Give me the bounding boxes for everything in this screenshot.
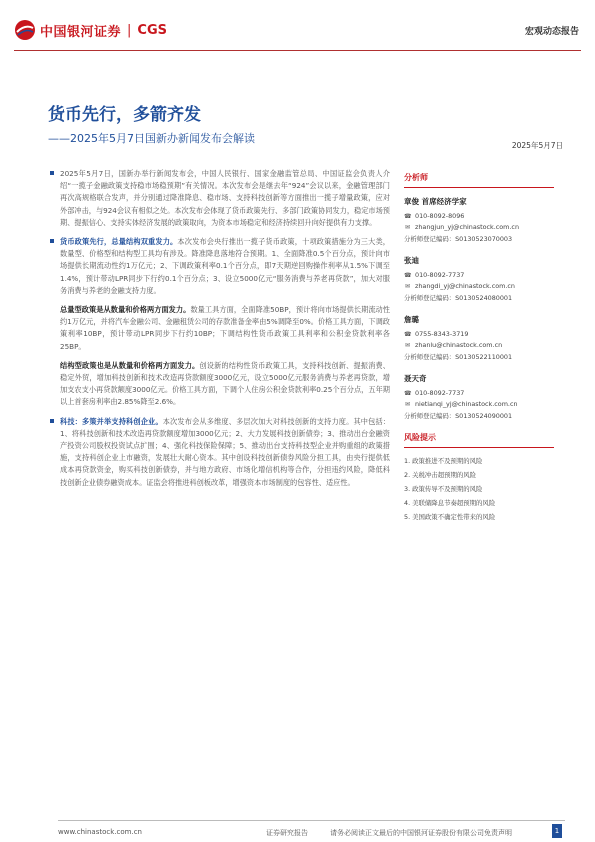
- bullet-icon: [50, 239, 54, 243]
- paragraph-lead: 结构型政策也是从数量和价格两方面发力。: [60, 360, 200, 370]
- analyst-card: [404, 196, 554, 243]
- analyst-reg: 分析师登记编码：S0130524090001: [404, 412, 513, 420]
- risk-section: [404, 432, 554, 521]
- paragraph-structural: [60, 360, 390, 409]
- email-icon: ✉: [404, 223, 411, 231]
- paragraph-aggregate: [60, 304, 390, 353]
- page-header: [0, 0, 595, 56]
- analyst-reg: 分析师登记编码：S0130524080001: [404, 294, 513, 302]
- paragraph-text: 创设新的结构性货币政策工具，支持科技创新、提振消费、稳定外贸，增加科技创新和技术改造再贷款额度3000亿元，设立5000亿元服务消费与养老再贷款，增加支农支小再贷款额度3000亿元。价格工具方面，下调个人住房公积金贷款利率0.25个百分点，五年期以上首套房利率由2.85%降至2.6%。: [60, 360, 390, 407]
- phone-icon: ☎: [404, 271, 412, 279]
- analyst-phone: ☎ 0755-8343-3719: [404, 330, 469, 338]
- report-date: 2025年5月7日: [511, 141, 563, 150]
- risk-item: 4. 美联储降息节奏超预期的风险: [404, 499, 496, 507]
- bullet-icon: [50, 171, 54, 175]
- analyst-name: 聂天奇: [404, 374, 427, 383]
- logo-separator: |: [127, 22, 132, 38]
- analyst-card: [404, 314, 554, 361]
- paragraph-tech: [60, 416, 390, 489]
- analyst-phone: ☎ 010-8092-7737: [404, 271, 465, 279]
- analyst-phone: ☎ 010-8092-8096: [404, 212, 465, 220]
- paragraph-text: 2025年5月7日，国新办举行新闻发布会，中国人民银行、国家金融监管总局、中国证监会负责人介绍“一揽子金融政策支持稳市场稳预期”有关情况。本次发布会是继去年“924”会议以来，金融管理部门再次高规格联合发声，并分别通过降准降息、稳市场、支持科技创新等方面推出一揽子增量政策，应对外部冲击，与924会议有相似之处。本次发布会体现了货币政策先行、多部门政策协同发力，稳定市场预期、提振信心、支持实体经济发展的政策取向，为资本市场稳定和经济持续回升向好提供有力支撑。: [60, 169, 390, 227]
- paragraph-monetary: [60, 236, 390, 297]
- risk-item: 5. 美国政策不确定性带来的风险: [404, 513, 496, 521]
- report-subtitle: ——2025年5月7日国新办新闻发布会解读: [48, 132, 255, 145]
- analyst-card: [404, 255, 554, 302]
- phone-icon: ☎: [404, 389, 412, 397]
- analyst-email[interactable]: ✉ zhangjun_yj@chinastock.com.cn: [404, 223, 519, 231]
- analyst-header: 分析师: [404, 172, 554, 188]
- analyst-email[interactable]: ✉ zhanlu@chinastock.com.cn: [404, 341, 503, 349]
- risk-item: 1. 政策推进不及预期的风险: [404, 457, 483, 465]
- header-divider: [14, 50, 581, 51]
- risk-item: 3. 政策传导不及预期的风险: [404, 485, 483, 493]
- footer-divider: [58, 820, 565, 821]
- footer-website[interactable]: www.chinastock.com.cn: [58, 828, 142, 836]
- analyst-name: 章俊 首席经济学家: [404, 197, 467, 206]
- phone-icon: ☎: [404, 330, 412, 338]
- risk-item: 2. 关税冲击超预期的风险: [404, 471, 477, 479]
- paragraph-lead: 货币政策先行，总量结构双重发力。: [60, 237, 178, 247]
- bullet-icon: [50, 419, 54, 423]
- paragraph-lead: 总量型政策是从数量和价格两方面发力。: [60, 305, 191, 315]
- paragraph-intro: [60, 168, 390, 229]
- analyst-phone: ☎ 010-8092-7737: [404, 389, 465, 397]
- main-content: [60, 168, 390, 496]
- analyst-email[interactable]: ✉ nietianqi_yj@chinastock.com.cn: [404, 400, 518, 408]
- risk-header: 风险提示: [404, 432, 554, 448]
- paragraph-text: 数量工具方面，全面降准50BP，预计将向市场提供长期流动性约1万亿元，并将汽车金融公司、金融租赁公司的存款准备金率由5%调降至0%。价格工具方面，下调政策利率10BP，预计带动LPR同步下行约10BP；下调结构性货币政策工具利率和公积金贷款利率各25BP。: [60, 305, 390, 351]
- paragraph-lead: 科技：多策并举支持科创企业。: [60, 416, 163, 426]
- paragraph-text: 本次发布会从多维度、多层次加大对科技创新的支持力度。其中包括：1、将科技创新和技术改造再贷款额度增加3000亿元；2、大力发展科技创新债券；3、推动出台金融资产投资公司股权投资试点扩围；4、强化科技保险保障；5、推动出台支持科技型企业并购重组的政策措施，支持科创企业上市融资，发展壮大耐心资本。其中创设科技创新债券风险分担工具，由央行提供低成本再贷款资金，购买科技创新债券，并与地方政府、市场化增信机构等合作，分担违约风险，降低科技创新企业债券融资成本。证监会将推进科创板改革，增强资本市场制度的包容性、适应性。: [60, 416, 390, 487]
- email-icon: ✉: [404, 282, 411, 290]
- phone-icon: ☎: [404, 212, 412, 220]
- report-type: 宏观动态报告: [524, 27, 579, 37]
- analyst-reg: 分析师登记编码：S0130522110001: [404, 353, 513, 361]
- email-icon: ✉: [404, 341, 411, 349]
- page-number: 1: [552, 824, 562, 838]
- galaxy-logo-icon: [14, 19, 36, 41]
- analyst-email[interactable]: ✉ zhangdi_yj@chinastock.com.cn: [404, 282, 515, 290]
- report-title: 货币先行，多箭齐发: [48, 105, 201, 125]
- email-icon: ✉: [404, 400, 411, 408]
- analyst-card: [404, 373, 554, 420]
- analyst-reg: 分析师登记编码：S0130523070003: [404, 235, 513, 243]
- sidebar: [404, 172, 554, 526]
- footer-disclaimer: 请务必阅读正文最后的中国银河证券股份有限公司免责声明: [330, 829, 512, 837]
- analyst-name: 张迪: [404, 256, 419, 265]
- page-footer: [0, 822, 595, 842]
- logo-chinese-text: 中国银河证券: [40, 24, 122, 40]
- analyst-name: 詹璐: [404, 315, 419, 324]
- footer-label: 证券研究报告: [266, 829, 308, 837]
- paragraph-text: 本次发布会央行推出一揽子货币政策，十项政策措施分为三大类，数量型、价格型和结构型工具均有涉及。降准降息落地符合预期。1、全面降准0.5个百分点，预计向市场提供长期流动性约1万亿元；2、下调政策利率0.1个百分点，即7天期逆回购操作利率从1.5%下调至1.4%，预计带动LPR同步下行约0.1个百分点；3、设立5000亿元“服务消费与养老再贷款”，加大对服务消费与养老的金融支持力度。: [60, 237, 390, 295]
- logo-english-text: CGS: [137, 22, 167, 38]
- company-logo: [14, 19, 167, 41]
